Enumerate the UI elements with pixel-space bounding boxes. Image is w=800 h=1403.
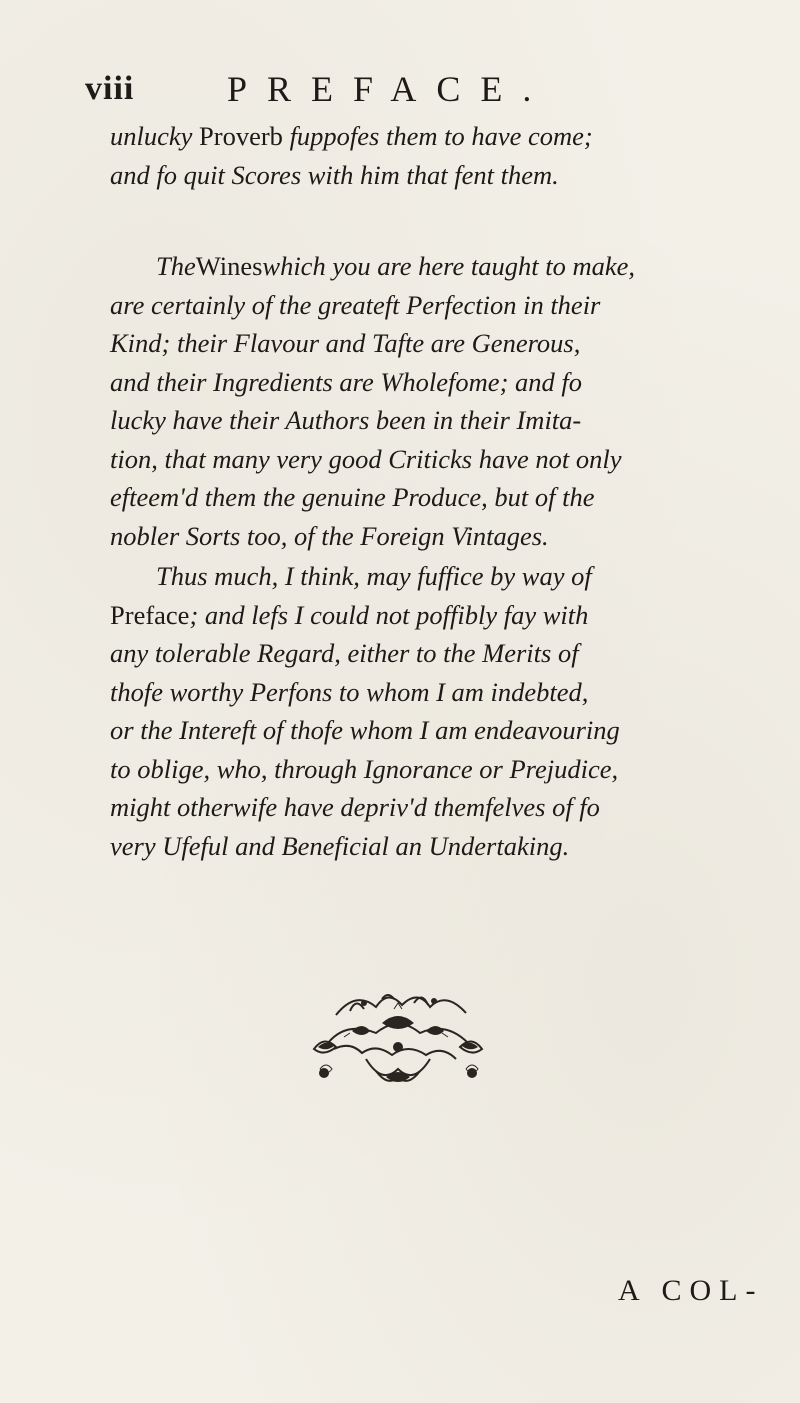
- paragraph-2: [110, 247, 800, 555]
- text-line: and fo quit Scores with him that fent them.: [110, 159, 559, 190]
- text-line: tion, that many very good Criticks have not only: [110, 443, 622, 474]
- text-line: Thus much, I think, may fuffice by way of: [156, 561, 592, 591]
- text-line: lucky have their Authors been in their Imita-: [110, 405, 582, 435]
- text-line: might otherwife have depriv'd themfelves of fo: [110, 792, 600, 822]
- text-line: Kind; their Flavour and Tafte are Generous,: [110, 328, 581, 358]
- text-line: to oblige, who, through Ignorance or Prejudice,: [110, 753, 619, 784]
- text-line: and their Ingredients are Wholefome; and fo: [110, 366, 583, 397]
- catchword: A COL-: [618, 1274, 764, 1307]
- floral-tailpiece-icon: [306, 985, 490, 1095]
- text-line: very Ufeful and Beneficial an Undertaking.: [110, 830, 570, 861]
- page-title: PREFACE.: [227, 69, 552, 109]
- text-line: nobler Sorts too, of the Foreign Vintages.: [110, 520, 549, 551]
- running-head: [85, 62, 725, 112]
- page-number: viii: [85, 70, 135, 107]
- text-line: efteem'd them the genuine Produce, but of the: [110, 482, 595, 512]
- text-line: TheWineswhich you are here taught to make,: [156, 251, 636, 281]
- text-line: Preface; and lefs I could not poffibly fay with: [110, 599, 589, 630]
- text-line: any tolerable Regard, either to the Merits of: [110, 638, 579, 668]
- paragraph-1: [110, 117, 800, 194]
- text-line: or the Intereft of thofe whom I am endeavouring: [110, 715, 620, 745]
- text-line: are certainly of the greateft Perfection in their: [110, 289, 601, 320]
- text-line: thofe worthy Perfons to whom I am indebted,: [110, 676, 589, 707]
- text-line: unlucky Proverb fuppofes them to have come;: [110, 121, 593, 151]
- paragraph-3: [110, 557, 800, 865]
